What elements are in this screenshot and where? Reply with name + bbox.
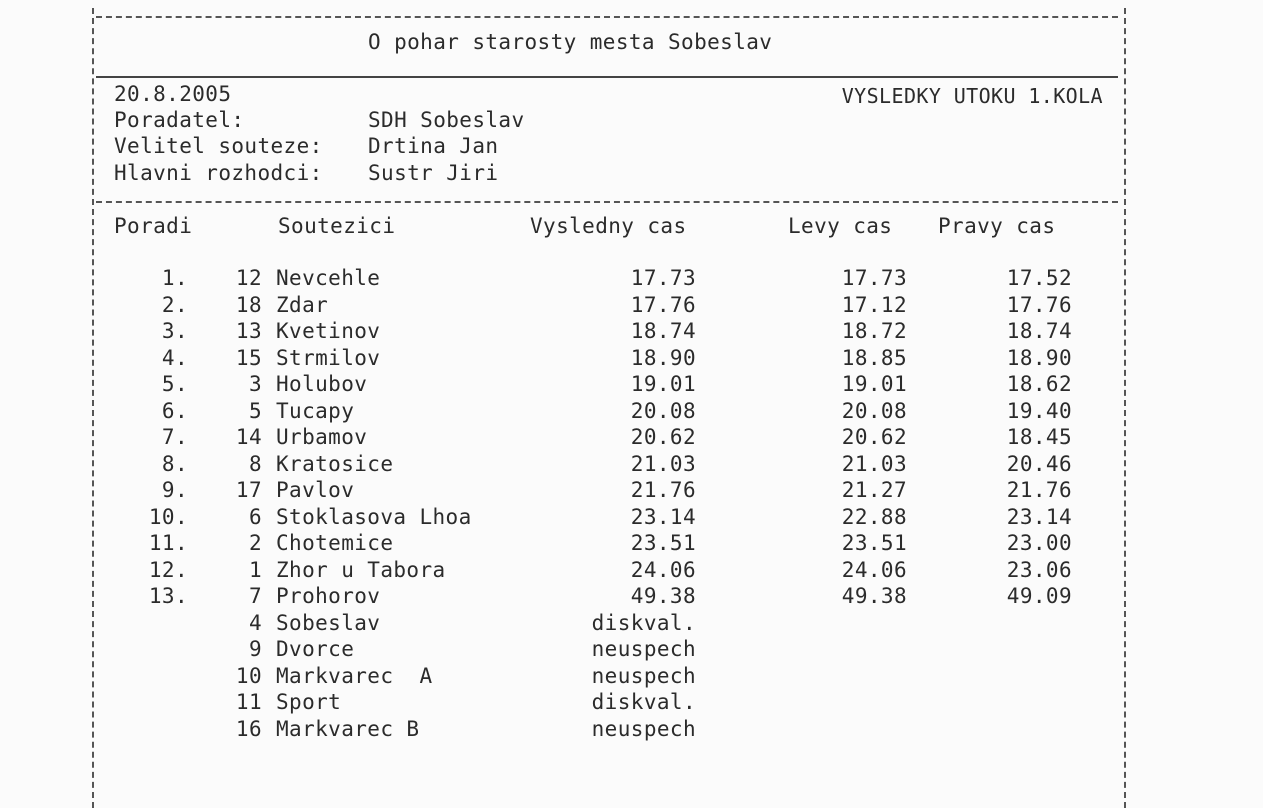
start-number-cell: 12	[235, 266, 262, 290]
right-time-cell: 17.76	[1006, 292, 1072, 317]
final-time-cell: 18.74	[630, 319, 696, 343]
start-number-cell: 15	[235, 345, 262, 370]
table-row	[0, 664, 1263, 691]
start-number-cell: 8	[248, 451, 262, 476]
rank-cell: 11.	[148, 531, 188, 555]
start-number-cell: 7	[248, 584, 262, 608]
final-time-cell: 23.51	[630, 531, 696, 555]
team-name-cell: Strmilov	[276, 345, 381, 370]
team-name-cell: Sport	[276, 690, 342, 714]
team-name-cell: Kvetinov	[276, 319, 381, 343]
table-row	[0, 584, 1263, 611]
organizer-value: SDH Sobeslav	[368, 108, 525, 132]
right-time-cell: 18.90	[1006, 345, 1072, 370]
right-time-cell: 19.40	[1006, 398, 1072, 423]
round-title: VYSLEDKY UTOKU 1.KOLA	[841, 84, 1103, 108]
final-time-cell: 17.76	[630, 292, 696, 317]
left-time-cell: 18.72	[841, 319, 907, 343]
table-row	[0, 531, 1263, 558]
team-name-cell: Pavlov	[276, 478, 355, 502]
right-time-cell: 23.00	[1006, 531, 1072, 555]
rank-cell: 4.	[161, 345, 188, 370]
chief-referee-label: Hlavni rozhodci:	[114, 161, 323, 185]
team-name-cell: Sobeslav	[276, 610, 381, 635]
header-team: Soutezici	[278, 214, 396, 238]
results-table	[0, 266, 1263, 743]
table-row	[0, 293, 1263, 320]
left-time-cell: 18.85	[841, 345, 907, 370]
left-time-cell: 49.38	[841, 584, 907, 608]
right-time-cell: 23.06	[1006, 557, 1072, 582]
table-row	[0, 372, 1263, 399]
start-number-cell: 11	[235, 690, 262, 714]
table-row	[0, 346, 1263, 373]
final-time-cell: 49.38	[630, 584, 696, 608]
table-row	[0, 399, 1263, 426]
final-time-cell: neuspech	[591, 663, 696, 688]
table-row	[0, 611, 1263, 638]
start-number-cell: 14	[235, 425, 262, 449]
right-time-cell: 23.14	[1006, 504, 1072, 529]
start-number-cell: 10	[235, 663, 262, 688]
final-time-cell: 23.14	[630, 504, 696, 529]
final-time-cell: 18.90	[630, 345, 696, 370]
header-dashed-divider	[96, 201, 1118, 203]
start-number-cell: 6	[248, 504, 262, 529]
table-row	[0, 425, 1263, 452]
rank-cell: 9.	[161, 478, 188, 502]
right-time-cell: 18.45	[1006, 425, 1072, 449]
final-time-cell: 17.73	[630, 266, 696, 290]
final-time-cell: neuspech	[591, 716, 696, 741]
rank-cell: 1.	[161, 266, 188, 290]
rank-cell: 3.	[161, 319, 188, 343]
start-number-cell: 4	[248, 610, 262, 635]
team-name-cell: Dvorce	[276, 637, 355, 661]
team-name-cell: Tucapy	[276, 398, 355, 423]
final-time-cell: 21.76	[630, 478, 696, 502]
commander-value: Drtina Jan	[368, 134, 499, 158]
team-name-cell: Nevcehle	[276, 266, 381, 290]
left-time-cell: 21.27	[841, 478, 907, 502]
start-number-cell: 17	[235, 478, 262, 502]
header-right-time: Pravy cas	[938, 214, 1056, 238]
final-time-cell: neuspech	[591, 637, 696, 661]
team-name-cell: Zdar	[276, 292, 329, 317]
rank-cell: 2.	[161, 292, 188, 317]
right-time-cell: 20.46	[1006, 451, 1072, 476]
document-title: O pohar starosty mesta Sobeslav	[368, 30, 773, 54]
team-name-cell: Kratosice	[276, 451, 394, 476]
left-time-cell: 19.01	[841, 372, 907, 396]
left-time-cell: 20.08	[841, 398, 907, 423]
left-time-cell: 17.73	[841, 266, 907, 290]
start-number-cell: 9	[248, 637, 262, 661]
start-number-cell: 13	[235, 319, 262, 343]
left-time-cell: 21.03	[841, 451, 907, 476]
team-name-cell: Prohorov	[276, 584, 381, 608]
team-name-cell: Holubov	[276, 372, 368, 396]
table-row	[0, 478, 1263, 505]
top-dashed-divider	[96, 16, 1118, 18]
right-time-cell: 18.62	[1006, 372, 1072, 396]
team-name-cell: Chotemice	[276, 531, 394, 555]
right-time-cell: 17.52	[1006, 266, 1072, 290]
table-row	[0, 637, 1263, 664]
left-time-cell: 23.51	[841, 531, 907, 555]
start-number-cell: 16	[235, 716, 262, 741]
team-name-cell: Markvarec B	[276, 716, 420, 741]
rank-cell: 5.	[161, 372, 188, 396]
final-time-cell: 19.01	[630, 372, 696, 396]
left-time-cell: 17.12	[841, 292, 907, 317]
header-rank: Poradi	[114, 214, 193, 238]
start-number-cell: 5	[248, 398, 262, 423]
rank-cell: 6.	[161, 398, 188, 423]
team-name-cell: Urbamov	[276, 425, 368, 449]
table-row	[0, 558, 1263, 585]
final-time-cell: 20.08	[630, 398, 696, 423]
team-name-cell: Zhor u Tabora	[276, 557, 446, 582]
table-row	[0, 266, 1263, 293]
table-row	[0, 505, 1263, 532]
right-time-cell: 21.76	[1006, 478, 1072, 502]
rank-cell: 10.	[148, 504, 188, 529]
right-time-cell: 49.09	[1006, 584, 1072, 608]
table-row	[0, 717, 1263, 744]
event-date: 20.8.2005	[114, 82, 232, 106]
left-time-cell: 24.06	[841, 557, 907, 582]
start-number-cell: 1	[248, 557, 262, 582]
chief-referee-value: Sustr Jiri	[368, 161, 499, 185]
start-number-cell: 3	[248, 372, 262, 396]
rank-cell: 7.	[161, 425, 188, 449]
rank-cell: 8.	[161, 451, 188, 476]
rank-cell: 13.	[148, 584, 188, 608]
team-name-cell: Stoklasova Lhoa	[276, 504, 472, 529]
left-time-cell: 20.62	[841, 425, 907, 449]
left-time-cell: 22.88	[841, 504, 907, 529]
header-final-time: Vysledny cas	[530, 214, 687, 238]
final-time-cell: 24.06	[630, 557, 696, 582]
rank-cell: 12.	[148, 557, 188, 582]
team-name-cell: Markvarec A	[276, 663, 433, 688]
final-time-cell: 20.62	[630, 425, 696, 449]
start-number-cell: 18	[235, 292, 262, 317]
table-row	[0, 319, 1263, 346]
table-row	[0, 690, 1263, 717]
final-time-cell: diskval.	[591, 690, 696, 714]
table-row	[0, 452, 1263, 479]
organizer-label: Poradatel:	[114, 108, 245, 132]
commander-label: Velitel souteze:	[114, 134, 323, 158]
header-left-time: Levy cas	[788, 214, 893, 238]
right-time-cell: 18.74	[1006, 319, 1072, 343]
title-divider	[96, 76, 1118, 78]
final-time-cell: 21.03	[630, 451, 696, 476]
final-time-cell: diskval.	[591, 610, 696, 635]
start-number-cell: 2	[248, 531, 262, 555]
